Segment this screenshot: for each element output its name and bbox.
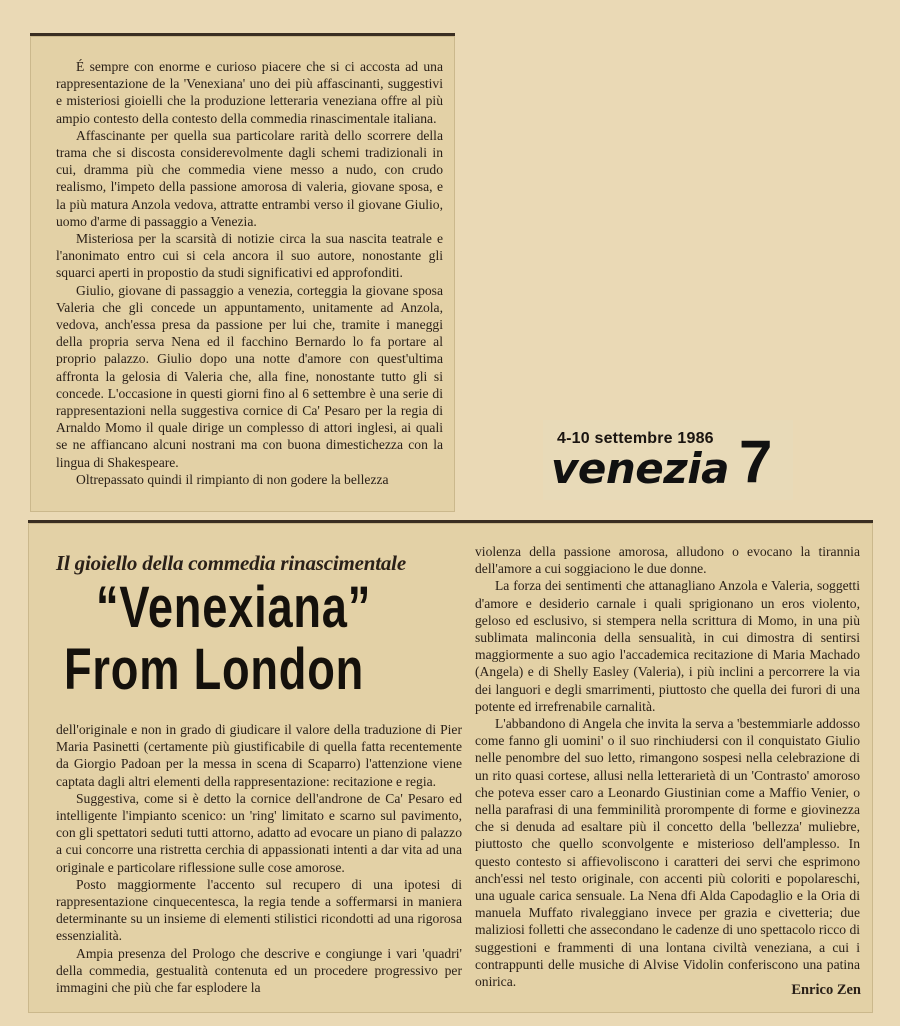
- left-paragraph-2: Suggestiva, come si è detto la cornice dell'androne de Ca' Pesaro ed intelligente l'impianto scenico: un 'ring' limitato e scarno sul pavimento, con gli spettatori seduti tutti attorno, adatto ad evocare un piano di palazzo a cui concorre una ristretta cerchia di appassionati intenti a dar vita ad una originale e particolare riflessione sulle cose amorose.: [56, 790, 462, 875]
- right-paragraph-3: L'abbandono di Angela che invita la serva a 'bestemmiarle addosso come fanno gli uomini' o il suo rinchiudersi con il conquistato Giulio nelle penombre del suo letto, rimangono sospesi nella celebrazione di un rito quasi cortese, allusi nella letterarietà di un 'Contrasto' amoroso che poteva esser caro a Leonardo Giustinian come a Maffio Venier, o nella parafrasi di una femminilità prorompente di forme e giovinezza che si denuda ad esaltare più il concetto della 'bellezza' muliebre, piuttosto che quello sconvolgente e misterioso dell'amplesso. In questo contesto si affievoliscono i caratteri dei servi che esprimono anch'essi nel testo originale, con accenti più coloriti e popolareschi, una uguale carica sensuale. La Nena dfi Alda Capodaglio e la Oria di manuela Muffato rivaleggiano invece per grazia e civetteria; due maliziosi folletti che assecondano le cadenze di uno spettacolo ricco di suggestioni e frammenti di una lontana civiltà veneziana, a cui i contrappunti delle musiche di Alvise Vidolin conferiscono una patina onirica.: [475, 716, 861, 990]
- masthead-title: venezia: [551, 444, 729, 493]
- right-paragraph-2: La forza dei sentimenti che attanagliano Anzola e Valeria, soggetti d'amore e desiderio carnale i quali sprigionano un eros violento, geloso ed esclusivo, si stempera nella scrittura di Momo, in una più sublimata malinconia della sensualità, in cui dimostra di sentirsi maggiormente a suo agio l'accademica recitazione di Maria Machado (Angela) e di Shelly Easley (Valeria), i più inclini a percorrere la via dei languori e degli smarrimenti, piuttosto che quella dei furori di una potente ed irrefrenabile carnalità.: [475, 578, 860, 714]
- headline-line-2: From London: [64, 637, 365, 702]
- article-byline: Enrico Zen: [791, 982, 861, 998]
- top-article-clipping: [30, 33, 455, 512]
- masthead-number: 7: [739, 428, 773, 495]
- left-paragraph-4: Ampia presenza del Prologo che descrive e congiunge i vari 'quadri' della commedia, gestualità contenuta ed un procedere progressivo per immagini che più che far esplodere la: [56, 945, 462, 996]
- top-paragraph-5: Oltrepassato quindi il rimpianto di non godere la bellezza: [76, 471, 389, 487]
- top-paragraph-3: Misteriosa per la scarsità di notizie circa la sua nascita teatrale e l'anonimato entro cui si cela ancora il suo autore, nonostante gli squarci aperti in propostio da studi significativi ed approfonditi.: [56, 231, 443, 281]
- headline-line-1: “Venexiana”: [96, 575, 372, 640]
- top-paragraph-2: Affascinante per quella sua particolare rarità dello scorrere della trama che si discosta considerevolmente dagli schemi tradizionali in cui, dramma più che commedia viene messo a nudo, con crudo realismo, l'impeto della passione amorosa di valeria, giovane sposa, e la più matura Anzola vedova, attratte entrambi verso il giovane Giulio, uomo d'arme di passaggio a Venezia.: [56, 127, 443, 229]
- bottom-article-clipping: [28, 520, 873, 1013]
- right-column: [475, 543, 860, 990]
- right-paragraph-1: violenza della passione amorosa, alludono o evocano la tirannia dell'amore a cui soggiaciono le due donne.: [475, 544, 860, 577]
- article-kicker: Il gioiello della commedia rinascimentale: [56, 551, 406, 575]
- left-paragraph-3: Posto maggiormente l'accento sul recupero di una ipotesi di rappresentazione cinquecentesca, la regia tende a soffermarsi in maniera determinante su un insieme di elementi stilistici ricondotti ad una rigorosa essenzialità.: [56, 876, 462, 944]
- masthead-date: 4-10 settembre 1986: [557, 430, 714, 447]
- top-paragraph-4: Giulio, giovane di passaggio a venezia, corteggia la giovane sposa Valeria che gli concede un appuntamento, unitamente ad Anzola, vedova, anch'essa presa da passione per lui che, tramite i maneggi della propria serva Nena ed il facchino Bernardo lo fa portare al proprio palazzo. Giulio dopo una notte d'amore con quest'ultima affronta la gelosia di Valeria che, alla fine, nonostante tutto gli si concede. L'occasione in questi giorni fino al 6 settembre è una serie di rappresentazioni nella suggestiva cornice di Ca' Pesaro per la regia di Arnaldo Momo il quale dirige un complesso di attori inglesi, ai quali se ne affiancano alcuni nostrani ma con buona dimestichezza con la lingua di Shakespeare.: [56, 282, 443, 470]
- left-column-body: [56, 721, 462, 996]
- newspaper-masthead: [543, 420, 793, 500]
- top-paragraph-1: É sempre con enorme e curioso piacere che si ci accosta ad una rappresentazione de la 'Venexiana' uno dei più affascinanti, suggestivi e misteriosi gioielli che la produzione letteraria veneziana offre al più ampio contesto della contesto della commedia rinascimentale italiana.: [56, 59, 443, 126]
- left-paragraph-1: dell'originale e non in grado di giudicare il valore della traduzione di Pier Maria Pasinetti (certamente più giustificabile di quella fatta recentemente da Giorgio Padoan per la messa in scena di Scaparro) l'attenzione viene captata dagli altri elementi della rappresentazione: recitazione e regia.: [56, 722, 462, 789]
- left-column: [56, 551, 462, 996]
